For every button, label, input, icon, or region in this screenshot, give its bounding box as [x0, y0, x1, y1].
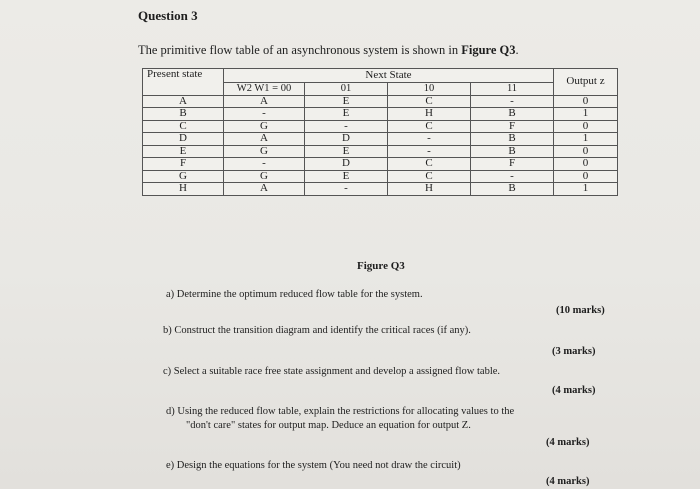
cell-n11: -: [471, 170, 554, 183]
cell-state: C: [143, 120, 224, 133]
cell-n11: -: [471, 95, 554, 108]
table-row: [143, 120, 618, 133]
cell-state: H: [143, 183, 224, 196]
part-e-text: e) Design the equations for the system (You need not draw the circuit): [166, 460, 461, 471]
cell-n01: D: [305, 158, 388, 171]
cell-n10: C: [388, 158, 471, 171]
cell-n11: B: [471, 183, 554, 196]
part-d-line1: d) Using the reduced flow table, explain the restrictions for allocating values to the: [166, 406, 515, 417]
table-row: [143, 183, 618, 196]
cell-z: 0: [554, 170, 618, 183]
part-a-marks: (10 marks): [556, 305, 605, 316]
cell-z: 1: [554, 183, 618, 196]
intro-figure-ref: Figure Q3: [461, 43, 516, 57]
cell-n00: -: [224, 108, 305, 121]
cell-n11: F: [471, 158, 554, 171]
cell-n10: C: [388, 95, 471, 108]
table-row: [143, 133, 618, 146]
cell-n00: A: [224, 95, 305, 108]
input-col-01: 01: [305, 83, 388, 96]
cell-state: F: [143, 158, 224, 171]
cell-z: 0: [554, 120, 618, 133]
cell-n10: -: [388, 145, 471, 158]
cell-state: G: [143, 170, 224, 183]
cell-z: 0: [554, 145, 618, 158]
cell-n00: G: [224, 170, 305, 183]
cell-n01: -: [305, 120, 388, 133]
cell-z: 1: [554, 133, 618, 146]
cell-n10: H: [388, 108, 471, 121]
cell-n01: E: [305, 95, 388, 108]
cell-n01: E: [305, 170, 388, 183]
part-e-marks: (4 marks): [546, 476, 590, 487]
cell-n00: G: [224, 120, 305, 133]
cell-n00: G: [224, 145, 305, 158]
present-state-header: Present state: [143, 69, 224, 96]
cell-n11: B: [471, 133, 554, 146]
question-title: Question 3: [138, 8, 198, 23]
input-col-11: 11: [471, 83, 554, 96]
intro-text: The primitive flow table of an asynchronous system is shown in Figure Q3.: [138, 43, 519, 57]
part-a-text: a) Determine the optimum reduced flow table for the system.: [166, 289, 423, 300]
input-col-10: 10: [388, 83, 471, 96]
part-b-marks: (3 marks): [552, 346, 596, 357]
primitive-flow-table: [142, 68, 618, 196]
cell-state: D: [143, 133, 224, 146]
cell-z: 0: [554, 158, 618, 171]
cell-n01: E: [305, 145, 388, 158]
cell-n01: E: [305, 108, 388, 121]
cell-n11: B: [471, 145, 554, 158]
cell-n00: A: [224, 133, 305, 146]
part-d-marks: (4 marks): [546, 437, 590, 448]
table-row: [143, 158, 618, 171]
part-c-marks: (4 marks): [552, 385, 596, 396]
figure-caption: Figure Q3: [357, 260, 405, 272]
input-col-00: W2 W1 = 00: [224, 83, 305, 96]
cell-z: 0: [554, 95, 618, 108]
cell-n10: C: [388, 170, 471, 183]
cell-n01: -: [305, 183, 388, 196]
table-row: [143, 108, 618, 121]
table-row: [143, 170, 618, 183]
cell-state: A: [143, 95, 224, 108]
table-row: [143, 95, 618, 108]
cell-n00: A: [224, 183, 305, 196]
table-row: [143, 145, 618, 158]
part-d-line2: "don't care" states for output map. Deduce an equation for output Z.: [186, 420, 471, 431]
cell-n01: D: [305, 133, 388, 146]
cell-state: B: [143, 108, 224, 121]
cell-n00: -: [224, 158, 305, 171]
table-header-row: [143, 69, 618, 83]
next-state-header: Next State: [224, 69, 554, 83]
part-b-text: b) Construct the transition diagram and identify the critical races (if any).: [163, 325, 471, 336]
cell-n11: B: [471, 108, 554, 121]
part-c-text: c) Select a suitable race free state assignment and develop a assigned flow table.: [163, 366, 501, 377]
output-header: Output z: [554, 69, 618, 96]
cell-z: 1: [554, 108, 618, 121]
cell-n11: F: [471, 120, 554, 133]
cell-n10: H: [388, 183, 471, 196]
cell-state: E: [143, 145, 224, 158]
cell-n10: C: [388, 120, 471, 133]
cell-n10: -: [388, 133, 471, 146]
intro-sentence: The primitive flow table of an asynchronous system is shown in: [138, 43, 459, 57]
